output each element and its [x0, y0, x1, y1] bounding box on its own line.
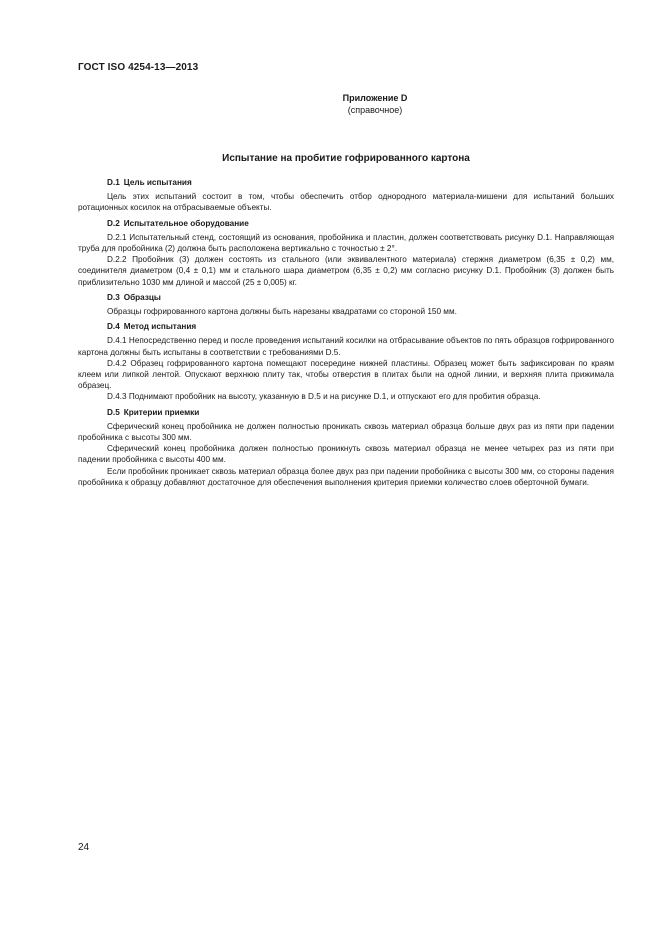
paragraph: Если пробойник проникает сквозь материал образца более двух раз при падении пробойника с высоты 300 мм, со стороны падения пробойника к образцу добавляют достаточное для обеспечения выполнения критерия приемки количество слоев оберточной бумаги. [78, 466, 614, 487]
document-body [78, 177, 614, 488]
paragraph: D.4.1 Непосредственно перед и после проведения испытаний косилки на отбрасывание объектов по пять образцов гофрированного картона должны быть испытаны в соответствии с требованиями D.5. [78, 336, 614, 357]
paragraph: Сферический конец пробойника не должен полностью проникать сквозь материал образца больше двух раз из пяти при падении пробойника с высоты 300 мм. [78, 421, 614, 443]
section-number: D.5 [107, 407, 120, 417]
section-title: Метод испытания [123, 322, 197, 332]
section-title: Критерии приемки [123, 407, 200, 417]
section-heading [78, 407, 614, 418]
section-heading [78, 292, 614, 303]
page-number: 24 [78, 842, 90, 853]
section-heading [78, 218, 614, 229]
paragraph: D.4.2 Образец гофрированного картона помещают посередине нижней пластины. Образец может быть зафиксирован по краям клеем или липкой лентой. Опускают верхнюю плиту так, чтобы отверстия в плитах были на одной линии, и верхняя плита прижимала образец. [78, 358, 614, 391]
section-number: D.2 [107, 218, 120, 228]
page-title: Испытание на пробитие гофрированного картона [222, 153, 470, 164]
paragraph: D.2.2 Пробойник (3) должен состоять из стального (или эквивалентного материала) стержня диаметром (6,35 ± 0,2) мм, соединителя диаметром (0,4 ± 0,1) мм и стального шара диаметром (6,35 ± 0,2) мм согласно рисунку D.1. Пробойник (3) должен быть приблизительно 1030 мм длиной и массой (25 ± 0,005) кг. [78, 255, 614, 287]
paragraph: D.4.3 Поднимают пробойник на высоту, указанную в D.5 и на рисунке D.1, и отпускают его для пробития образца. [107, 392, 541, 402]
section-title: Испытательное оборудование [123, 218, 249, 228]
paragraph: Сферический конец пробойника должен полностью проникнуть сквозь материал образца не менее четырех раз из пяти при падении пробойника с высоты 400 мм. [78, 444, 614, 465]
section-heading [78, 177, 614, 188]
paragraph: D.2.1 Испытательный стенд, состоящий из основания, пробойника и пластин, должен соответствовать рисунку D.1. Направляющая труба для пробойника (2) должна быть расположена вертикально с точностью ± 2°. [78, 232, 614, 254]
section-title: Образцы [123, 292, 161, 302]
section-heading [78, 321, 614, 332]
annex-subtitle: (справочное) [347, 105, 403, 115]
section-number: D.4 [107, 322, 120, 332]
annex-title: Приложение D [342, 93, 408, 103]
section-title: Цель испытания [123, 178, 192, 187]
section-number: D.1 [107, 178, 120, 187]
paragraph: Цель этих испытаний состоит в том, чтобы обеспечить отбор однородного материала-мишени для испытаний больших ротационных косилок на отбрасываемые объекты. [78, 192, 614, 213]
annex-label [250, 92, 500, 116]
standard-header: ГОСТ ISO 4254-13—2013 [78, 62, 199, 73]
section-number: D.3 [107, 292, 120, 302]
paragraph: Образцы гофрированного картона должны быть нарезаны квадратами со стороной 150 мм. [107, 307, 457, 317]
